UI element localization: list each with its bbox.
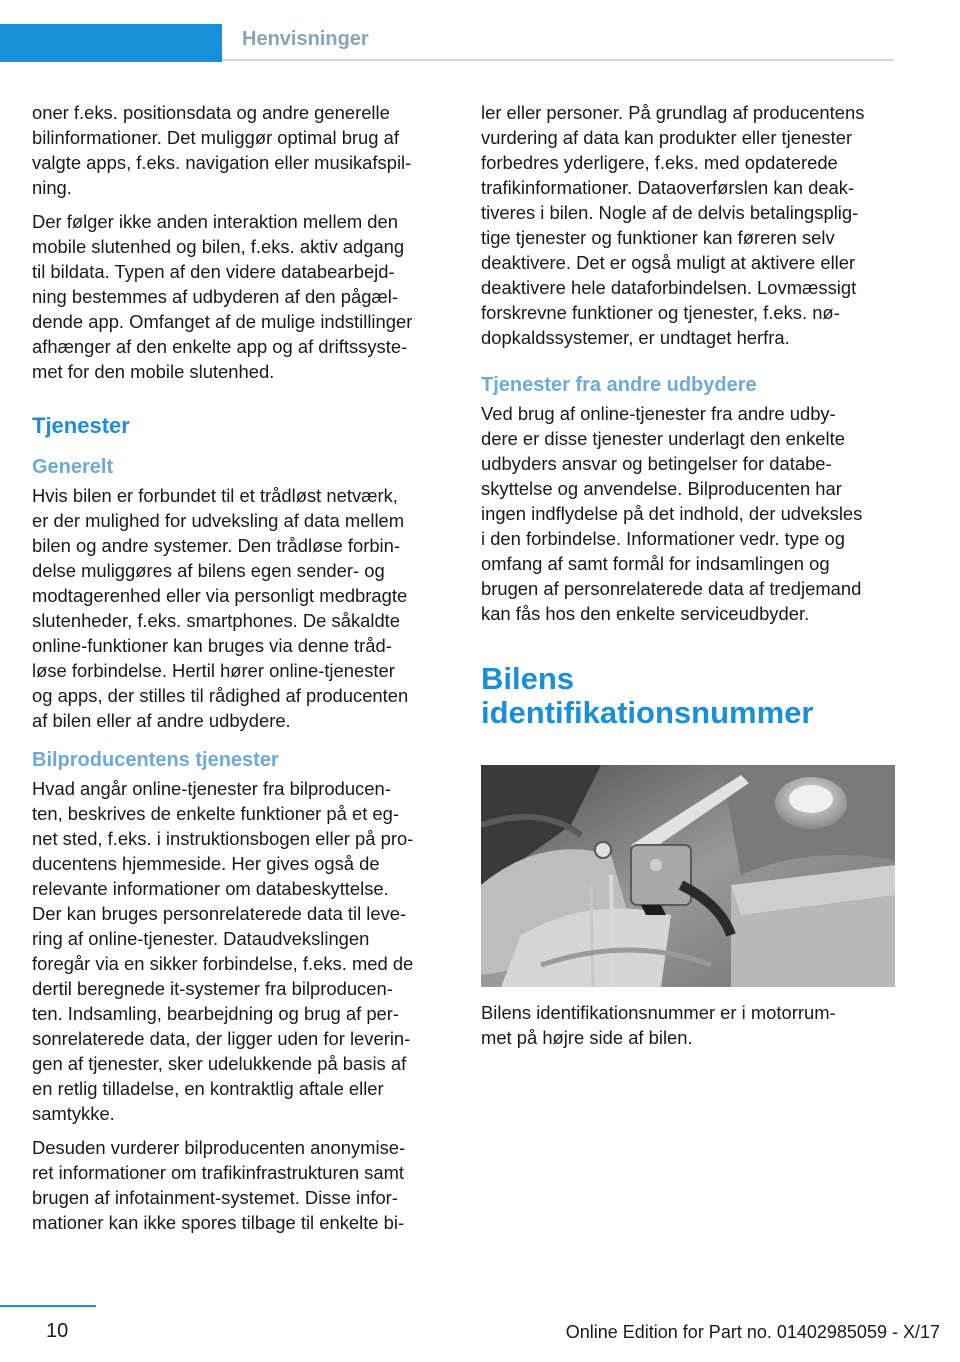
engine-bay-photo bbox=[481, 765, 895, 987]
paragraph: Hvad angår online-tjenester fra bilproducen‐ ten, beskrives de enkelte funktioner på et eg‐ net sted, f.eks. i instruktionsbogen eller på pro‐ ducentens hjemmeside. Her gives også de relevante informationer om databeskyttelse. Der kan bruges personrelaterede data til leve‐ ring af online-tjenester. Dataudvekslingen foregår via en sikker forbindelse, f.eks. med de dertil beregnede it-systemer fra bilproducen‐ ten. Indsamling, bearbejdning og brug af per‐ sonrelaterede data, der ligger uden for leverin‐ gen af tjenester, sker udelukkende på basis af en retlig tilladelse, en kontraktlig aftale eller samtykke. bbox=[32, 778, 414, 1124]
left-column bbox=[32, 100, 448, 1244]
footer-divider bbox=[0, 1305, 96, 1307]
paragraph: oner f.eks. positionsdata og andre generelle bilinformationer. Det muliggør optimal brug af valgte apps, f.eks. navigation eller musikafspil‐ ning. bbox=[32, 102, 412, 198]
page-number: 10 bbox=[46, 1320, 69, 1342]
right-column bbox=[481, 100, 897, 744]
heading-generelt: Generelt bbox=[32, 456, 114, 478]
heading-tjenester: Tjenester bbox=[32, 413, 130, 438]
photo-caption: Bilens identifikationsnummer er i motorrum‐ met på højre side af bilen. bbox=[481, 1002, 836, 1048]
paragraph: ler eller personer. På grundlag af producentens vurdering af data kan produkter eller tjenester forbedres yderligere, f.eks. med opdaterede trafikinformationer. Dataoverførslen kan deak‐ tiveres i bilen. Nogle af de delvis betalingsplig‐ tige tjenester og funktioner kan føreren selv deaktivere. Det er også muligt at aktivere eller deaktivere hele dataforbindelsen. Lovmæssigt forskrevne funktioner og tjenester, f.eks. nø‐ dopkaldssystemer, er undtaget herfra. bbox=[481, 102, 865, 348]
paragraph: Desuden vurderer bilproducenten anonymise‐ ret informationer om trafikinfrastrukturen samt brugen af infotainment-systemet. Disse infor‐ mationer kan ikke spores tilbage til enkelte bi‐ bbox=[32, 1137, 406, 1233]
heading-bilproducentens-tjenester: Bilproducentens tjenester bbox=[32, 749, 279, 771]
paragraph: Hvis bilen er forbundet til et trådløst netværk, er der mulighed for udveksling af data mellem bilen og andre systemer. Den trådløse forbin‐ delse muliggøres af bilens egen sender- og modtagerenhed eller via personligt medbragte slutenheder, f.eks. smartphones. De såkaldte online-funktioner kan bruges via denne tråd‐ løse forbindelse. Hertil hører online-tjenester og apps, der stilles til rådighed af producenten af bilen eller af andre udbydere. bbox=[32, 485, 409, 731]
heading-bilens-identifikationsnummer: Bilens identifikationsnummer bbox=[481, 661, 814, 730]
section-title: Henvisninger bbox=[242, 28, 369, 50]
edition-label: Online Edition for Part no. 01402985059 - X/17 bbox=[565, 1322, 940, 1342]
header-color-bar bbox=[0, 24, 222, 62]
header-divider bbox=[222, 59, 894, 61]
engine-bay-illustration bbox=[481, 765, 895, 987]
paragraph: Der følger ikke anden interaktion mellem den mobile slutenhed og bilen, f.eks. aktiv adgang til bildata. Typen af den videre databearbejd‐ ning bestemmes af udbyderen af den pågæl‐ dende app. Omfanget af de mulige indstillinger afhænger af den enkelte app og af driftssyste‐ met for den mobile slutenhed. bbox=[32, 211, 413, 382]
paragraph: Ved brug af online-tjenester fra andre udby‐ dere er disse tjenester underlagt den enkelte udbyders ansvar og betingelser for databe‐ skyttelse og anvendelse. Bilproducenten har ingen indflydelse på det indhold, der udveksles i den forbindelse. Informationer vedr. type og omfang af samt formål for indsamlingen og brugen af personrelaterede data af tredjemand kan fås hos den enkelte serviceudbyder. bbox=[481, 403, 863, 624]
heading-tjenester-andre-udbydere: Tjenester fra andre udbydere bbox=[481, 374, 757, 396]
